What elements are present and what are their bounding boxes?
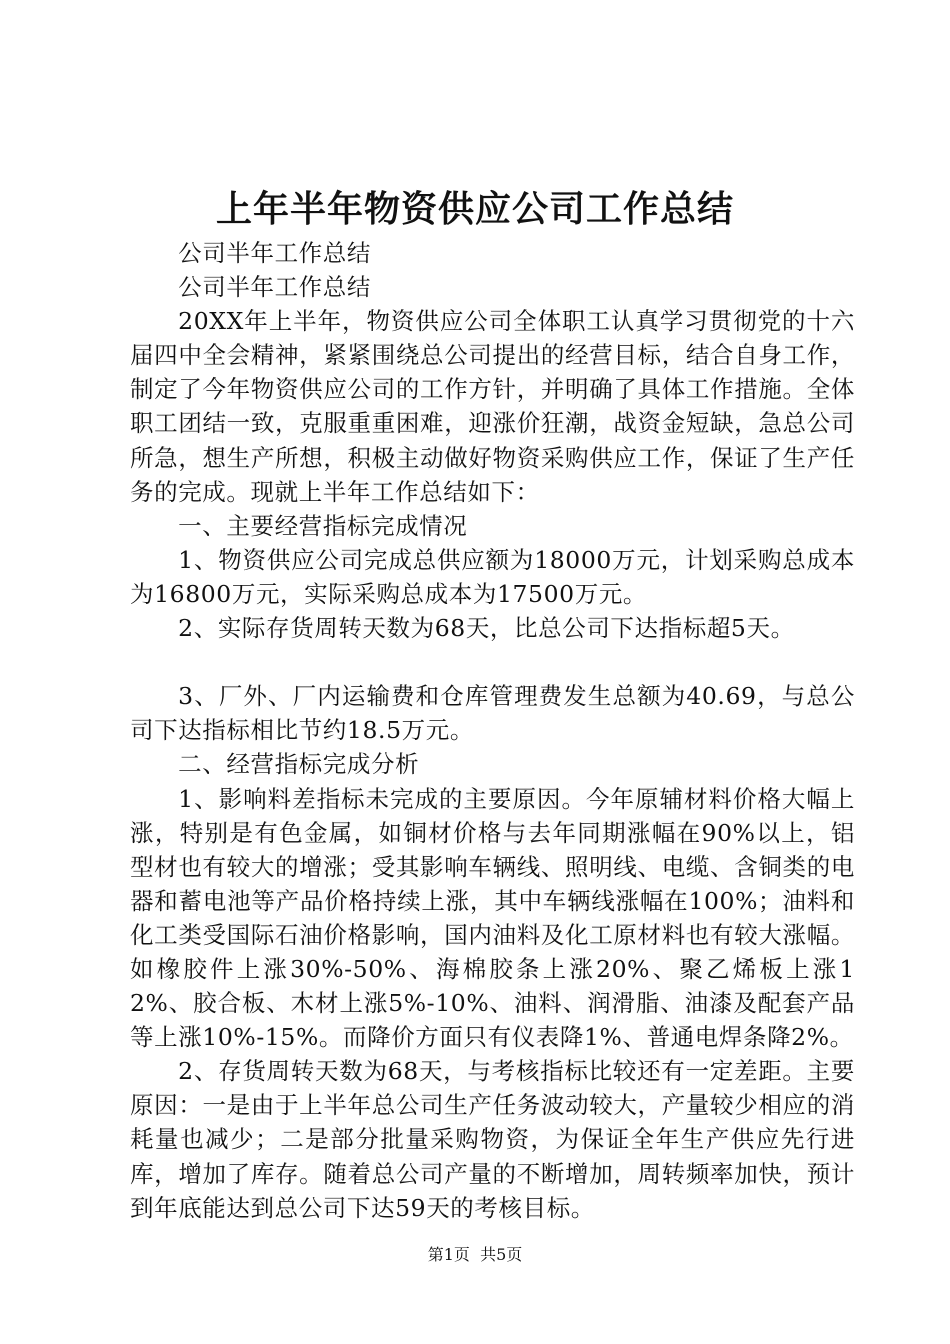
- section-heading-2: 二、经营指标完成分析: [178, 750, 420, 779]
- document-title: 上年半年物资供应公司工作总结: [215, 188, 734, 230]
- document-body: [130, 236, 855, 1225]
- page-total: 共5页: [480, 1245, 523, 1264]
- paragraph-subtitle-1: 公司半年工作总结: [178, 239, 371, 267]
- paragraph-item-2-1: 1、影响料差指标未完成的主要原因。今年原辅材料价格大幅上涨，特别是有色金属，如铜材价格与去年同期涨幅在90%以上，铝型材也有较大的增涨；受其影响车辆线、照明线、电缆、含铜类的电器和蓄电池等产品价格持续上涨，其中车辆线涨幅在100%；油料和化工类受国际石油价格影响，国内油料及化工原材料也有较大涨幅。如橡胶件上涨30%-50%、海棉胶条上涨20%、聚乙烯板上涨12%、胶合板、木材上涨5%-10%、油料、润滑脂、油漆及配套产品等上涨10%-15%。而降价方面只有仪表降1%、普通电焊条降2%。: [130, 784, 855, 1052]
- paragraph-item-1-2: 2、实际存货周转天数为68天，比总公司下达指标超5天。: [178, 614, 795, 643]
- paragraph-intro: 20XX年上半年，物资供应公司全体职工认真学习贯彻党的十六届四中全会精神，紧紧围绕总公司提出的经营目标，结合自身工作，制定了今年物资供应公司的工作方针，并明确了具体工作措施。全体职工团结一致，克服重重困难，迎涨价狂潮，战资金短缺，急总公司所急，想生产所想，积极主动做好物资采购供应工作，保证了生产任务的完成。现就上半年工作总结如下：: [130, 307, 855, 506]
- page-number: 第1页: [427, 1245, 470, 1264]
- paragraph-item-1-3: 3、厂外、厂内运输费和仓库管理费发生总额为40.69，与总公司下达指标相比节约18.5万元。: [130, 682, 855, 745]
- page-footer: [0, 1243, 950, 1267]
- paragraph-item-2-2: 2、存货周转天数为68天，与考核指标比较还有一定差距。主要原因：一是由于上半年总公司生产任务波动较大，产量较少相应的消耗量也减少；二是部分批量采购物资，为保证全年生产供应先行进库，增加了库存。随着总公司产量的不断增加，周转频率加快，预计到年底能达到总公司下达59天的考核目标。: [130, 1057, 855, 1222]
- paragraph-item-1-1: 1、物资供应公司完成总供应额为18000万元，计划采购总成本为16800万元，实际采购总成本为17500万元。: [130, 545, 855, 608]
- paragraph-subtitle-2: 公司半年工作总结: [178, 273, 371, 302]
- section-heading-1: 一、主要经营指标完成情况: [178, 511, 468, 540]
